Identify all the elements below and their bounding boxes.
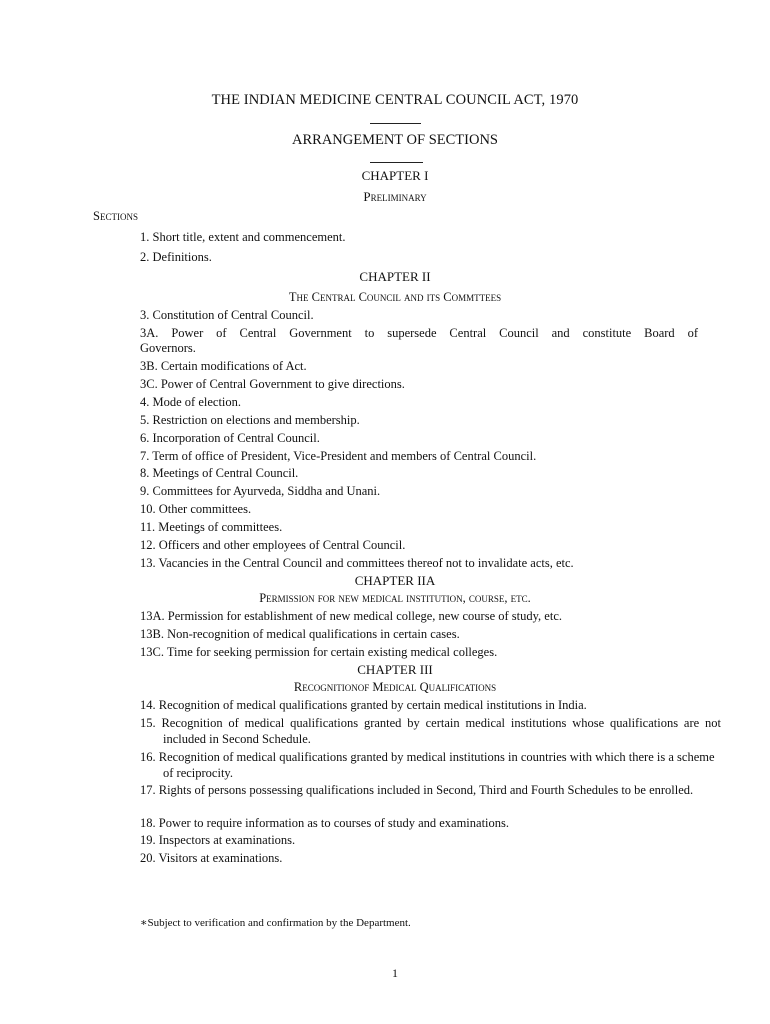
section-item: 3. Constitution of Central Council.: [140, 308, 314, 322]
chapter-2a-subtitle: Permission for new medical institution, course, etc.: [259, 591, 531, 605]
section-item: 8. Meetings of Central Council.: [140, 466, 299, 480]
arrangement-divider: [370, 162, 423, 163]
section-item: 5. Restriction on elections and membership.: [140, 413, 360, 427]
section-item: 9. Committees for Ayurveda, Siddha and Unani.: [140, 484, 381, 498]
section-item: 12. Officers and other employees of Central Council.: [140, 538, 406, 552]
section-item: 17. Rights of persons possessing qualifications included in Second, Third and Fourth Schedules to be enrolled.: [140, 783, 694, 797]
section-item: 3A. Power of Central Government to supersede Central Council and constitute Board of: [140, 326, 698, 340]
section-item: 20. Visitors at examinations.: [140, 851, 283, 865]
section-item: 1. Short title, extent and commencement.: [140, 230, 346, 244]
section-item: 2. Definitions.: [140, 250, 212, 264]
footnote: ∗Subject to verification and confirmation by the Department.: [140, 917, 411, 929]
chapter-2-heading: CHAPTER II: [359, 269, 431, 284]
chapter-2-subtitle: The Central Council and its Commttees: [288, 290, 502, 304]
section-item: 13A. Permission for establishment of new medical college, new course of study, etc.: [140, 609, 562, 623]
page-number: 1: [392, 966, 398, 980]
section-item: 18. Power to require information as to courses of study and examinations.: [140, 816, 510, 830]
section-item: 19. Inspectors at examinations.: [140, 833, 296, 847]
section-item: 13. Vacancies in the Central Council and committees thereof not to invalidate acts, etc.: [140, 556, 574, 570]
section-item: 14. Recognition of medical qualifications granted by certain medical institutions in India.: [140, 698, 587, 712]
chapter-1-heading: CHAPTER I: [361, 168, 429, 183]
title-divider: [370, 123, 421, 124]
section-item: 15. Recognition of medical qualifications granted by certain medical institutions whose qualifications are not included in Second Schedule.: [140, 716, 721, 746]
act-title: THE INDIAN MEDICINE CENTRAL COUNCIL ACT, 1970: [211, 92, 579, 108]
chapter-1-subtitle: Preliminary: [363, 189, 427, 204]
chapter-2a-heading: CHAPTER IIA: [354, 573, 436, 588]
section-item: 11. Meetings of committees.: [140, 520, 283, 534]
chapter-3-heading: CHAPTER III: [357, 662, 433, 677]
arrangement-heading: ARRANGEMENT OF SECTIONS: [292, 132, 498, 148]
section-item: 7. Term of office of President, Vice-President and members of Central Council.: [140, 449, 537, 463]
section-item: 3B. Certain modifications of Act.: [140, 359, 307, 373]
section-item: Governors.: [140, 341, 196, 355]
section-item: 3C. Power of Central Government to give directions.: [140, 377, 405, 391]
section-item: 13C. Time for seeking permission for certain existing medical colleges.: [140, 645, 498, 659]
sections-label: Sections: [93, 209, 138, 223]
chapter-3-subtitle: Recognitionof Medical Qualifications: [293, 680, 497, 694]
section-item: 4. Mode of election.: [140, 395, 242, 409]
section-item: 10. Other committees.: [140, 502, 252, 516]
section-item: 16. Recognition of medical qualifications granted by medical institutions in countries with which there is a scheme of reciprocity.: [140, 750, 715, 780]
section-item: 13B. Non-recognition of medical qualifications in certain cases.: [140, 627, 460, 641]
section-item: 6. Incorporation of Central Council.: [140, 431, 320, 445]
